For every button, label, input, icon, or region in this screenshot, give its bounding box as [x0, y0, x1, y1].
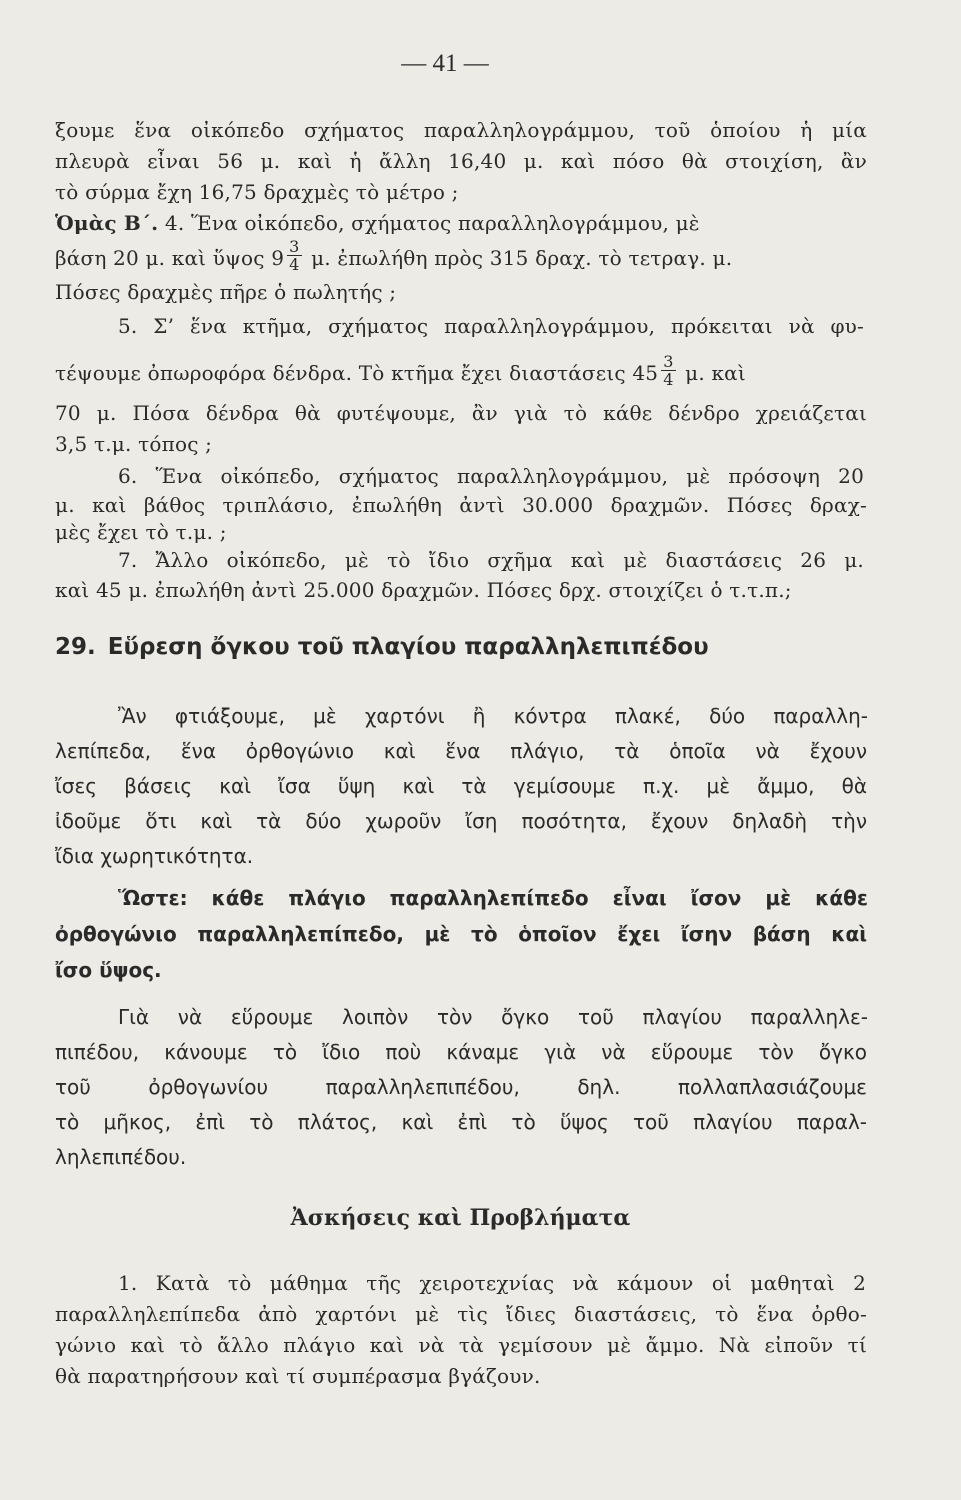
text-line: τὸ σύρμα ἔχη 16,75 δραχμὲς τὸ μέτρο ; [55, 180, 459, 204]
page-number: — 41 — [401, 50, 489, 77]
exercises-heading [0, 1205, 961, 1231]
text-segment: βάση 20 μ. καὶ ὕψος 9 [55, 246, 285, 270]
paragraph-line: ἰδοῦμε ὅτι καὶ τὰ δύο χωροῦν ἴση ποσότητα, ἔχουν δηλαδὴ τὴν [55, 809, 867, 833]
text-line: 3,5 τ.μ. τόπος ; [55, 432, 213, 456]
text-line: καὶ 45 μ. ἐπωλήθη ἀντὶ 25.000 δραχμῶν. Πόσες δρχ. στοιχίζει ὁ τ.τ.π.; [55, 578, 792, 602]
group-label: Ὁμὰς Β΄. [55, 211, 159, 235]
section-number: 29. [55, 634, 96, 660]
group-b-text: 4. Ἕνα οἰκόπεδο, σχήματος παραλληλογράμμου, μὲ [158, 211, 700, 235]
text-segment: μ. καὶ [678, 361, 746, 385]
paragraph-line: πιπέδου, κάνουμε τὸ ἴδιο ποὺ κάναμε γιὰ νὰ εὕρουμε τὸν ὄγκο [55, 1040, 867, 1064]
paragraph-line: ἴσες βάσεις καὶ ἴσα ὕψη καὶ τὰ γεμίσουμε π.χ. μὲ ἄμμο, θὰ [55, 774, 867, 798]
text-line: μ. καὶ βάθος τριπλάσιο, ἐπωλήθη ἀντὶ 30.000 δραχμῶν. Πόσες δραχ- [55, 493, 867, 517]
text-line: 6. Ἕνα οἰκόπεδο, σχήματος παραλληλογράμμου, μὲ πρόσοψη 20 [118, 464, 864, 488]
text-line: παραλληλεπίπεδα ἀπὸ χαρτόνι μὲ τὶς ἴδιες διαστάσεις, τὸ ἕνα ὀρθο- [55, 1302, 867, 1326]
group-b-line [55, 210, 867, 236]
paragraph-line: Ἂν φτιάξουμε, μὲ χαρτόνι ἢ κόντρα πλακέ, δύο παραλλη- [118, 704, 868, 728]
section-heading [55, 634, 885, 660]
text-line: θὰ παρατηρήσουν καὶ τί συμπέρασμα βγάζουν. [55, 1364, 541, 1388]
text-line: 70 μ. Πόσα δένδρα θὰ φυτέψουμε, ἂν γιὰ τὸ κάθε δένδρο χρειάζεται [55, 401, 867, 425]
text-line: γώνιο καὶ τὸ ἄλλο πλάγιο καὶ νὰ τὰ γεμίσουν μὲ ἄμμο. Νὰ εἰποῦν τί [55, 1333, 867, 1357]
paragraph-line: λεπίπεδα, ἕνα ὀρθογώνιο καὶ ἕνα πλάγιο, τὰ ὁποῖα νὰ ἔχουν [55, 739, 867, 763]
fraction-denominator: 4 [289, 255, 300, 274]
paragraph-line: ληλεπιπέδου. [55, 1145, 187, 1169]
rule-line: Ὥστε: κάθε πλάγιο παραλληλεπίπεδο εἶναι ἴσον μὲ κάθε [118, 886, 868, 910]
paragraph-line: Γιὰ νὰ εὕρουμε λοιπὸν τὸν ὄγκο τοῦ πλαγίου παραλληλε- [118, 1005, 868, 1029]
text-segment: μ. ἐπωλήθη πρὸς 315 δραχ. τὸ τετραγ. μ. [304, 246, 733, 270]
text-line: Πόσες δραχμὲς πῆρε ὁ πωλητής ; [55, 280, 397, 304]
fraction [287, 238, 301, 273]
section-title: Εὕρεση ὄγκου τοῦ πλαγίου παραλληλεπιπέδου [107, 634, 709, 660]
text-line: 7. Ἄλλο οἰκόπεδο, μὲ τὸ ἴδιο σχῆμα καὶ μὲ διαστάσεις 26 μ. [118, 548, 864, 572]
fraction-numerator: 3 [663, 352, 674, 371]
text-line: ξουμε ἕνα οἰκόπεδο σχήματος παραλληλογράμμου, τοῦ ὁποίου ἡ μία [55, 118, 867, 142]
text-line: μὲς ἔχει τὸ τ.μ. ; [55, 520, 227, 544]
exercises-title: Ἀσκήσεις καὶ Προβλήματα [290, 1205, 631, 1231]
paragraph-line: ἴδια χωρητικότητα. [55, 844, 254, 868]
text-line-with-fraction [55, 237, 867, 277]
text-segment: τέψουμε ὀπωροφόρα δένδρα. Τὸ κτῆμα ἔχει διαστάσεις 45 [55, 361, 659, 385]
fraction [661, 353, 675, 388]
fraction-denominator: 4 [663, 370, 674, 389]
rule-line: ἴσο ὕψος. [55, 958, 162, 982]
text-line: 1. Κατὰ τὸ μάθημα τῆς χειροτεχνίας νὰ κάμουν οἱ μαθηταὶ 2 [118, 1271, 866, 1295]
text-line-with-fraction [55, 352, 867, 392]
paragraph-line: τοῦ ὀρθογωνίου παραλληλεπιπέδου, δηλ. πολλαπλασιάζουμε [55, 1075, 867, 1099]
rule-line: ὀρθογώνιο παραλληλεπίπεδο, μὲ τὸ ὁποῖον ἔχει ἴσην βάση καὶ [55, 922, 867, 946]
paragraph-line: τὸ μῆκος, ἐπὶ τὸ πλάτος, καὶ ἐπὶ τὸ ὕψος τοῦ πλαγίου παραλ- [55, 1110, 867, 1134]
text-line: πλευρὰ εἶναι 56 μ. καὶ ἡ ἄλλη 16,40 μ. καὶ πόσο θὰ στοιχίση, ἂν [55, 149, 867, 173]
fraction-numerator: 3 [289, 237, 300, 256]
text-line: 5. Σ’ ἕνα κτῆμα, σχήματος παραλληλογράμμου, πρόκειται νὰ φυ- [118, 314, 864, 338]
